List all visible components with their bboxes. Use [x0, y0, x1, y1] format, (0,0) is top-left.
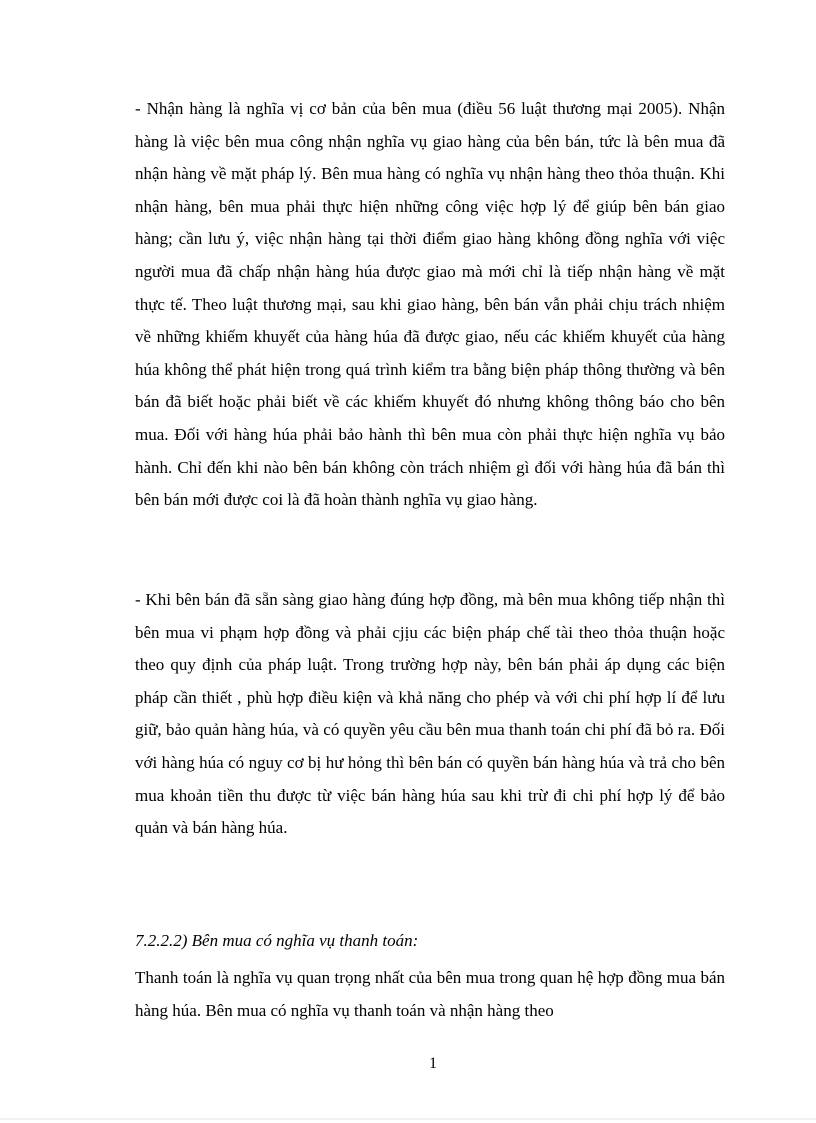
page-number: 1 — [429, 1055, 437, 1072]
section-heading: 7.2.2.2) Bên mua có nghĩa vụ thanh toán: — [135, 931, 419, 950]
paragraph-receiving-goods: - Nhận hàng là nghĩa vị cơ bản của bên mua (điều 56 luật thương mại 2005). Nhận hàng là việc bên mua công nhận nghĩa vụ giao hàng của bên bán, tức là bên mua đã nhận hàng về mặt pháp lý. Bên mua hàng có nghĩa vụ nhận hàng theo thỏa thuận. Khi nhận hàng, bên mua phải thực hiện những công việc hợp lý để giúp bên bán giao hàng; cần lưu ý, việc nhận hàng tại thời điểm giao hàng không đồng nghĩa với việc người mua đã chấp nhận hàng húa được giao mà mới chỉ là tiếp nhận hàng về mặt thực tế. Theo luật thương mại, sau khi giao hàng, bên bán vẫn phải chịu trách nhiệm về những khiếm khuyết của hàng húa đã được giao, nếu các khiếm khuyết của hàng húa không thể phát hiện trong quá trình kiểm tra bằng biện pháp thông thường và bên bán đã biết hoặc phải biết về các khiếm khuyết đó nhưng không thông báo cho bên mua. Đối với hàng húa phải bảo hành thì bên mua còn phải thực hiện nghĩa vụ bảo hành. Chỉ đến khi nào bên bán không còn trách nhiệm gì đối với hàng húa đã bán thì bên bán mới được coi là đã hoàn thành nghĩa vụ giao hàng. — [135, 99, 725, 510]
paragraph-refusal-to-accept: - Khi bên bán đã sẵn sàng giao hàng đúng hợp đồng, mà bên mua không tiếp nhận thì bên mua vi phạm hợp đồng và phải cjịu các biện pháp chế tài theo thỏa thuận hoặc theo quy định của pháp luật. Trong trường hợp này, bên bán phải áp dụng các biện pháp cần thiết , phù hợp điều kiện và khả năng cho phép và với chi phí hợp lí để lưu giữ, bảo quản hàng húa, và có quyền yêu cầu bên mua thanh toán chi phí đã bỏ ra. Đối với hàng húa có nguy cơ bị hư hỏng thì bên bán có quyền bán hàng húa và trả cho bên mua khoản tiền thu được từ việc bán hàng húa sau khi trừ đi chi phí hợp lý để bảo quản và bán hàng húa. — [135, 590, 725, 838]
page-bottom-divider — [0, 1118, 816, 1120]
paragraph-payment-obligation: Thanh toán là nghĩa vụ quan trọng nhất của bên mua trong quan hệ hợp đồng mua bán hàng húa. Bên mua có nghĩa vụ thanh toán và nhận hàng theo — [135, 968, 725, 1020]
